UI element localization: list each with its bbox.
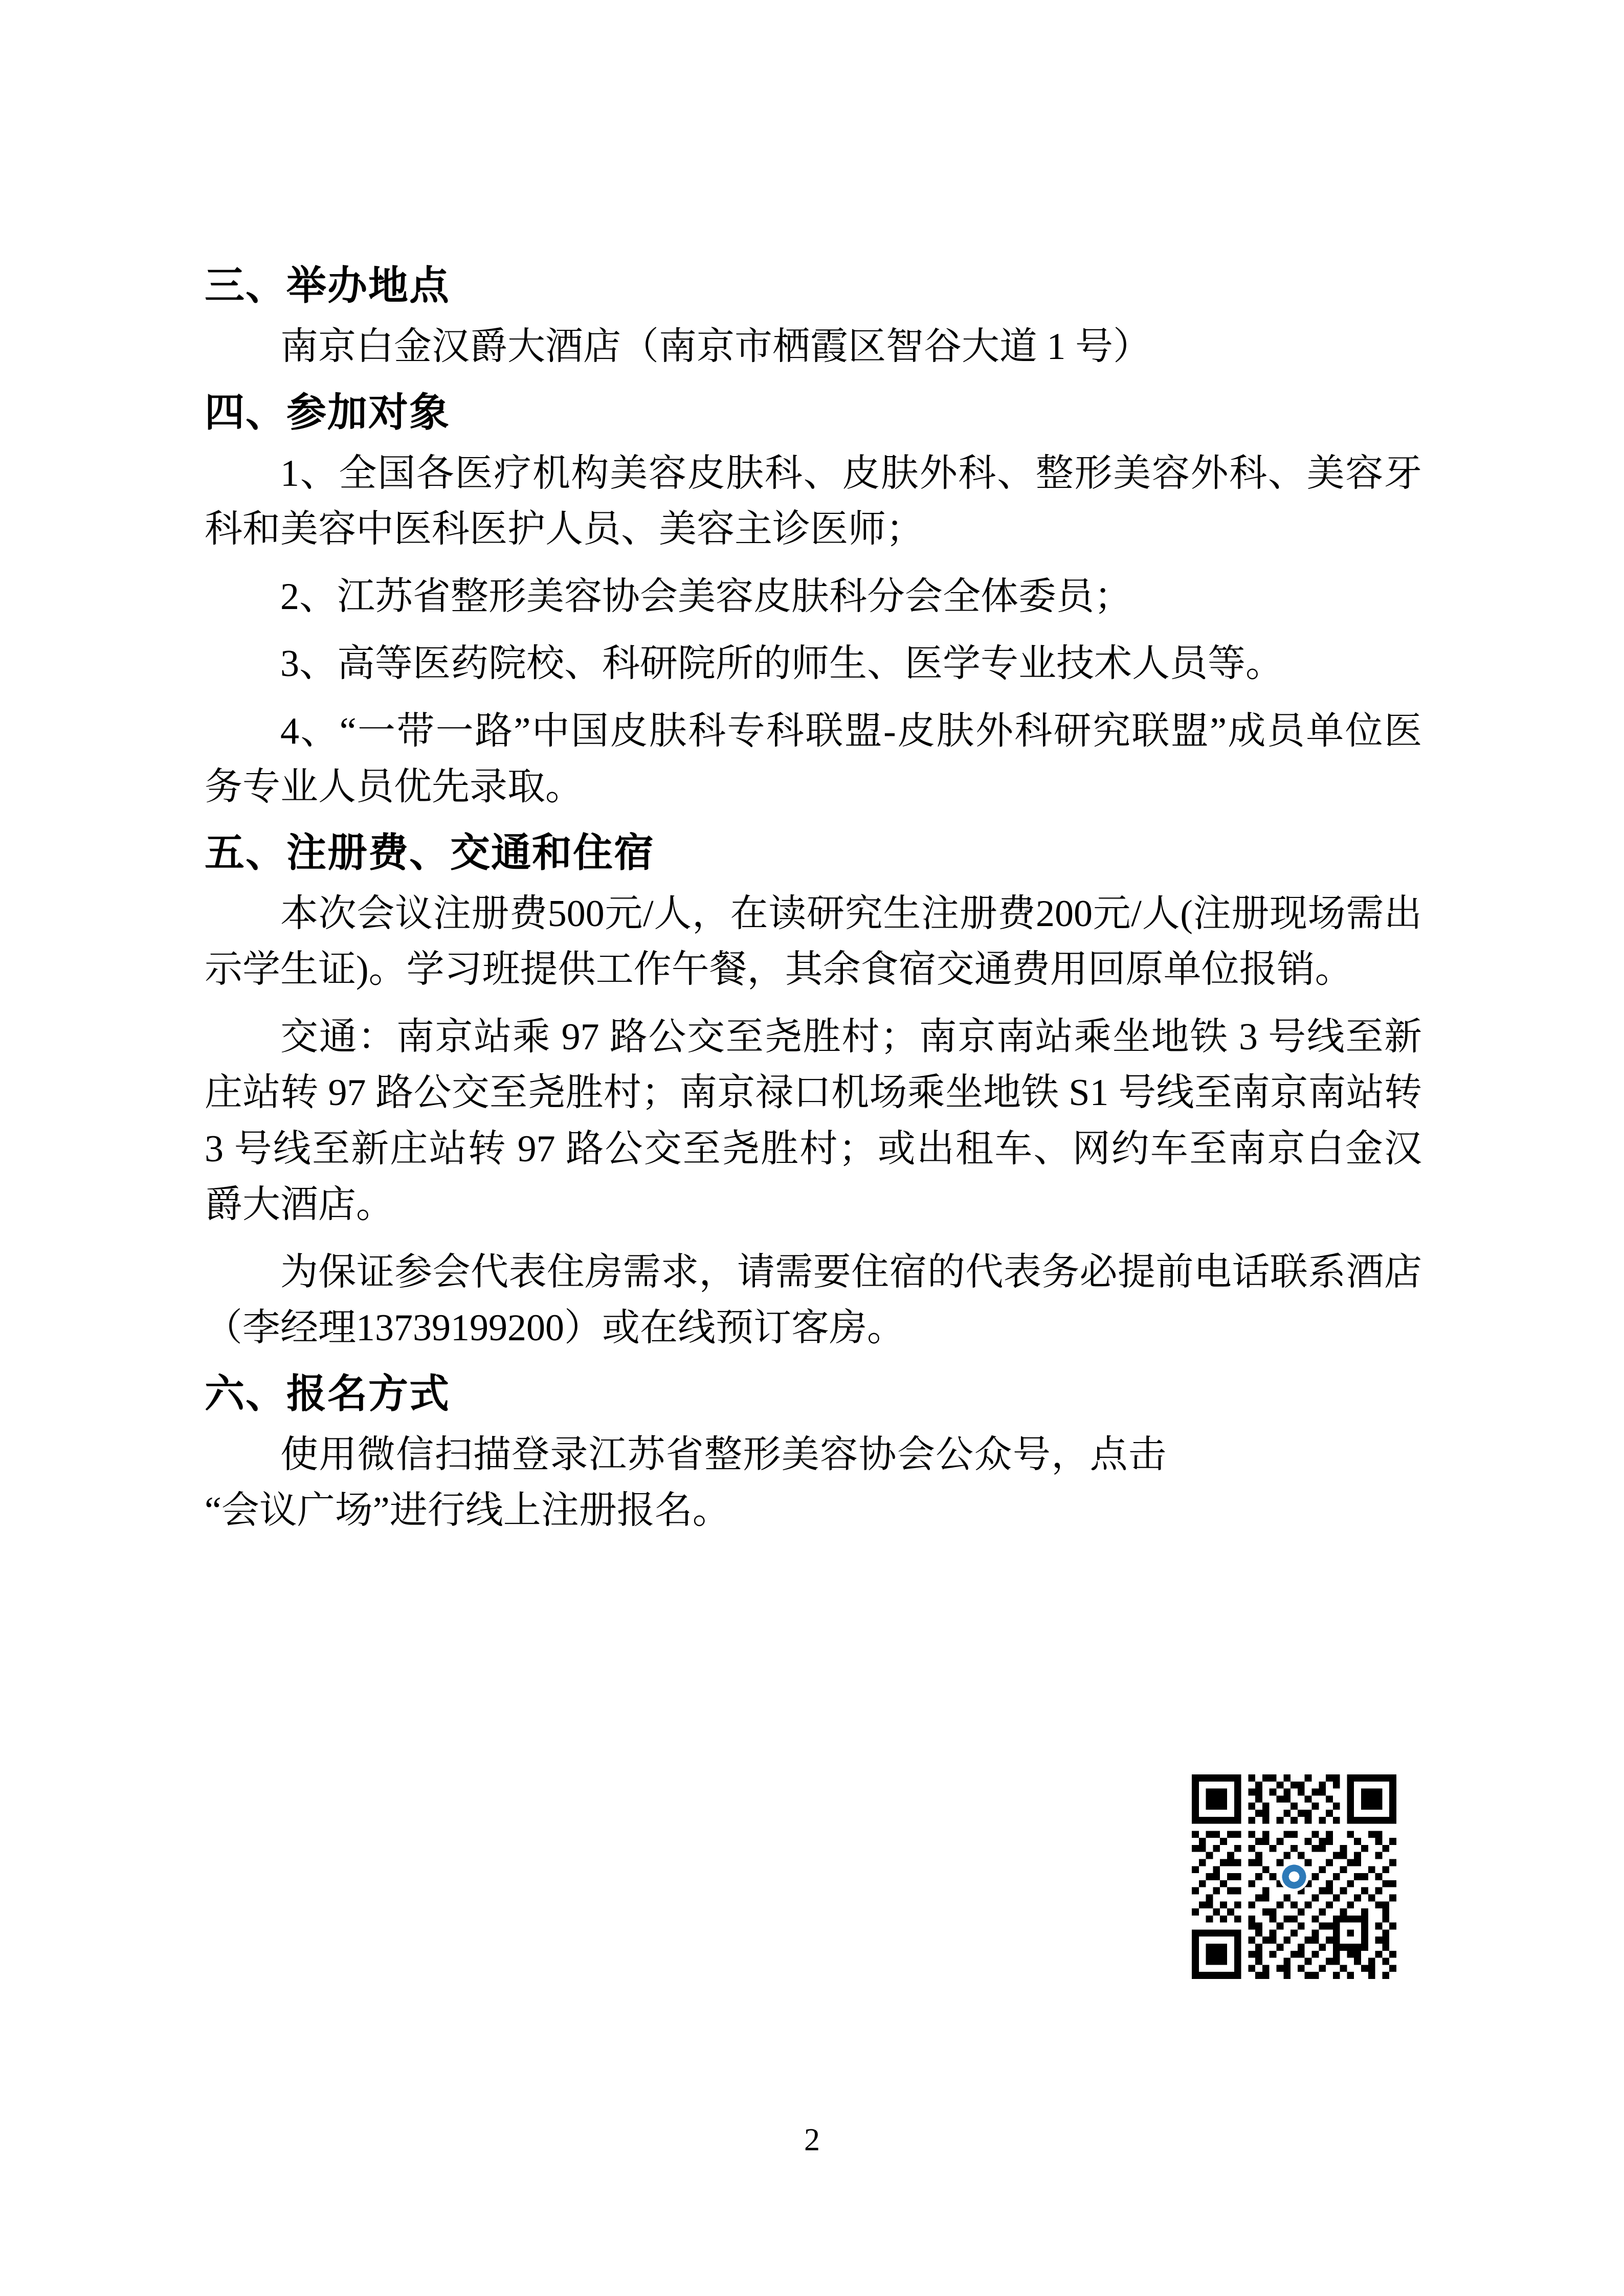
qr-code-image bbox=[1192, 1774, 1396, 1979]
document-body bbox=[205, 263, 1422, 1550]
section-heading-participants: 四、参加对象 bbox=[205, 390, 451, 435]
section-registration bbox=[205, 1371, 1422, 1539]
paragraph-participants-1: 1、全国各医疗机构美容皮肤科、皮肤外科、整形美容外科、美容牙科和美容中医科医护人员、美容主诊医师； bbox=[205, 452, 1422, 551]
paragraph-participants-3: 3、高等医药院校、科研院所的师生、医学专业技术人员等。 bbox=[280, 643, 1283, 685]
section-heading-registration: 六、报名方式 bbox=[205, 1371, 451, 1416]
section-fees bbox=[205, 830, 1422, 1357]
paragraph-participants-4: 4、“一带一路”中国皮肤科专科联盟-皮肤外科研究联盟”成员单位医务专业人员优先录取。 bbox=[205, 710, 1422, 808]
section-heading-venue: 三、举办地点 bbox=[205, 263, 451, 308]
section-participants bbox=[205, 390, 1422, 816]
paragraph-fees-registration: 本次会议注册费500元/人，在读研究生注册费200元/人(注册现场需出示学生证)。学习班提供工作午餐，其余食宿交通费用回原单位报销。 bbox=[205, 892, 1422, 991]
paragraph-participants-2: 2、江苏省整形美容协会美容皮肤科分会全体委员； bbox=[280, 575, 1132, 618]
wechat-qr-code bbox=[1192, 1774, 1396, 1979]
page-number: 2 bbox=[804, 2123, 820, 2157]
section-venue bbox=[205, 263, 1422, 375]
section-heading-fees: 五、注册费、交通和住宿 bbox=[205, 830, 655, 875]
paragraph-venue-address: 南京白金汉爵大酒店（南京市栖霞区智谷大道 1 号） bbox=[280, 326, 1151, 368]
paragraph-fees-transport: 交通：南京站乘 97 路公交至尧胜村；南京南站乘坐地铁 3 号线至新庄站转 97 路公交至尧胜村；南京禄口机场乘坐地铁 S1 号线至南京南站转 3 号线至新庄站转 97 路公交至尧胜村；或出租车、网约车至南京白金汉爵大酒店。 bbox=[205, 1016, 1422, 1226]
paragraph-registration-method: 使用微信扫描登录江苏省整形美容协会公众号，点击“会议广场”进行线上注册报名。 bbox=[205, 1433, 1166, 1532]
paragraph-fees-accommodation: 为保证参会代表住房需求，请需要住宿的代表务必提前电话联系酒店（李经理13739199200）或在线预订客房。 bbox=[205, 1251, 1422, 1349]
